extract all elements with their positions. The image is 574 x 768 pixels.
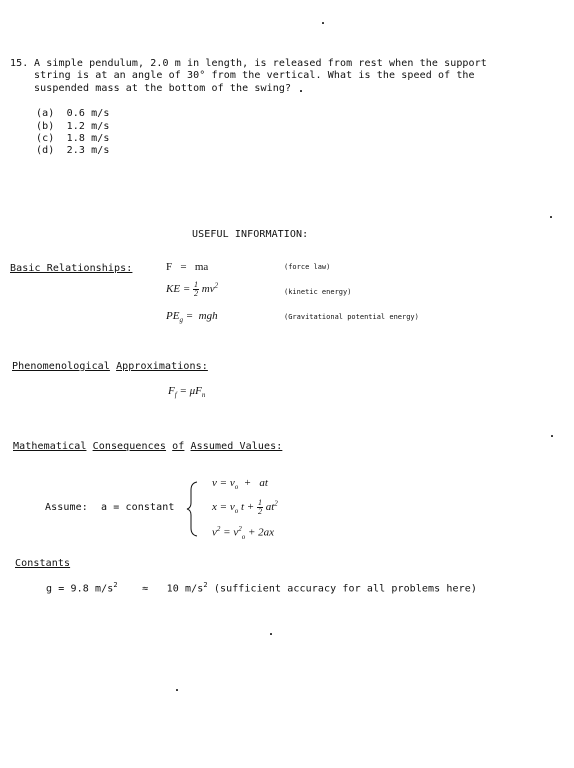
question-line-3: suspended mass at the bottom of the swing? (34, 83, 292, 94)
assume-label: Assume: (45, 502, 88, 513)
potential-energy-equation: $PE_g$ = mgh (166, 310, 218, 325)
scan-speck (322, 22, 324, 24)
scan-speck (176, 689, 178, 691)
option-label: (a) (36, 108, 55, 119)
option-value: 1.2 m/s (66, 121, 110, 132)
question-number: 15. (10, 58, 29, 69)
kinetic-energy-equation: KE = $\frac{1}{2}$ $mv^2$ (166, 280, 219, 298)
left-brace-icon (186, 480, 200, 538)
option-a (36, 108, 109, 119)
velocity-equation: $v = v_o$ + at (212, 477, 268, 492)
assume-condition: a = constant (101, 502, 175, 513)
option-value: 0.6 m/s (66, 108, 110, 119)
constants-heading: Constants (15, 558, 71, 569)
kinetic-energy-note: (kinetic energy) (284, 288, 352, 296)
friction-equation: $F_f = \mu F_n$ (168, 385, 206, 400)
velocity-squared-equation: $v^2 = v^2_o + 2ax$ (212, 525, 275, 541)
math-consequences-heading: Mathematical Consequences of Assumed Values: (13, 441, 283, 452)
option-value: 2.3 m/s (66, 145, 110, 156)
gravity-constant: g = 9.8 $m/s^2$ ≈ 10 $m/s^2$ (sufficient accuracy for all problems here) (46, 581, 478, 595)
position-equation: $x = v_o$ t + $\frac{1}{2}$ $at^2$ (212, 498, 278, 516)
option-c (36, 133, 109, 144)
question-line-1: A simple pendulum, 2.0 m in length, is released from rest when the support (34, 58, 487, 69)
useful-info-title: USEFUL INFORMATION: (192, 229, 309, 240)
question-line-2: string is at an angle of 30° from the vertical. What is the speed of the (34, 70, 475, 81)
scan-speck (551, 435, 553, 437)
phenomenological-heading: Phenomenological Approximations: (12, 361, 208, 372)
force-law-equation: F = ma (166, 261, 209, 273)
option-value: 1.8 m/s (66, 133, 110, 144)
basic-relationships-heading: Basic Relationships: (10, 263, 133, 274)
force-law-note: (force law) (284, 263, 331, 271)
option-d (36, 145, 109, 156)
scan-speck (550, 216, 552, 218)
potential-energy-note: (Gravitational potential energy) (284, 313, 419, 321)
option-label: (b) (36, 121, 55, 132)
option-b (36, 121, 109, 132)
option-label: (c) (36, 133, 55, 144)
option-label: (d) (36, 145, 55, 156)
scan-speck (300, 90, 302, 92)
scan-speck (270, 633, 272, 635)
